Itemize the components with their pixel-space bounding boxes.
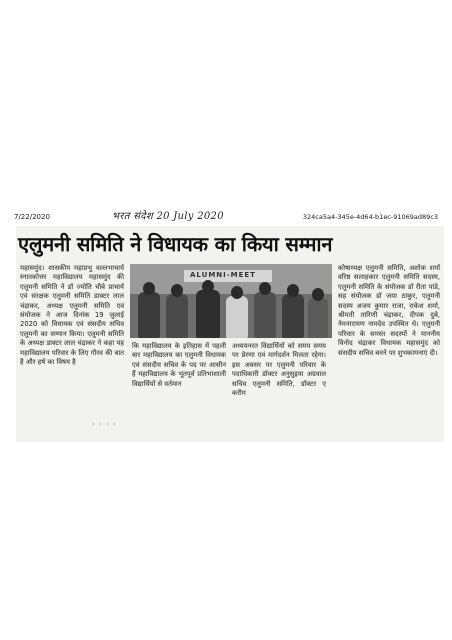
photo-person: [196, 290, 220, 338]
photo-person: [166, 294, 188, 338]
photo-person: [226, 296, 248, 338]
handwritten-source-note: भरत संदेश 20 July 2020: [112, 211, 224, 222]
photo-person-head: [287, 284, 299, 297]
article-column-4: कोषाध्यक्ष एलुमनी समिति, अशोक शर्मा वरिष्ठ सलाहकार एलुमनी समिति सदस्य, एलुमनी समिति के संयोजक डॉ रीता पांडे, सह संयोजक डॉ जया ठाकुर, एलुमनी सदस्य अजय कुमार राजा, राकेश शर्मा, श्रीमती तारिणी चंद्राकर, दीपक दुबे, नेमनारायण नामदेव उपस्थित थे। एलुमनी परिवार के समस्त सदस्यों ने माननीय विनोद चंद्राकर विधायक महासमुंद को संसदीय सचिव बनने पर शुभकामनाएं दी।: [338, 264, 440, 357]
article-headline: एलुमनी समिति ने विधायक का किया सम्मान: [18, 232, 333, 256]
article-photo: [130, 264, 332, 338]
photo-person-head: [259, 282, 271, 295]
article-column-2: कि महाविद्यालय के इतिहास में पहली बार महाविद्यालय का एलुमनी विधायक एवं संसदीय सचिव के पद पर आसीन हैं महाविद्यालय के भूतपूर्व प्रतिभाशाली विद्यार्थियों से वर्तमान: [132, 342, 226, 388]
photo-person-head: [171, 284, 183, 297]
capture-date: 7/22/2020: [14, 213, 50, 221]
photo-person-head: [202, 280, 214, 293]
photo-person-head: [143, 282, 155, 295]
photo-person-head: [231, 286, 243, 299]
photo-person: [254, 292, 276, 338]
photo-person: [138, 292, 160, 338]
photo-banner-text: ALUMNI-MEET: [190, 271, 256, 279]
article-column-3: अध्ययनरत विद्यार्थियों को समय समय पर प्रेरणा एवं मार्गदर्शन मिलता रहेगा। इस अवसर पर एलुमनी परिवार के पदाधिकारी डॉक्टर अनुसुइया अग्रवाल सचिव एलुमनी समिति, डॉक्टर ए करीम: [232, 342, 326, 398]
photo-person-head: [312, 288, 324, 301]
photo-person: [282, 294, 304, 338]
article-column-1: महासमुंद। शासकीय महाप्रभु वल्लभाचार्य स्नातकोत्तर महाविद्यालय महासमुंद की एलुमनी समिति ने डॉ ज्योति चौबे प्राचार्य एवं संरक्षक एलुमनी समिति डाक्टर लाल चंद्राकर, अध्यक्ष एलुमनी समिति एवं संयोजक ने आज दिनांक 19 जुलाई 2020 को विधायक एवं संसदीय सचिव एलुमनी का सम्मान किया। एलुमनी समिति के अध्यक्ष डाक्टर लाल चंद्राकर ने कहा यह महाविद्यालय परिवार के लिए गौरव की बात है और हर्ष का विषय है: [20, 264, 124, 367]
document-id: 324ca5a4-345e-4d64-b1ec-91069ad89c3: [302, 213, 438, 221]
stray-marks: · · · ·: [92, 420, 117, 429]
photo-person: [308, 298, 328, 338]
